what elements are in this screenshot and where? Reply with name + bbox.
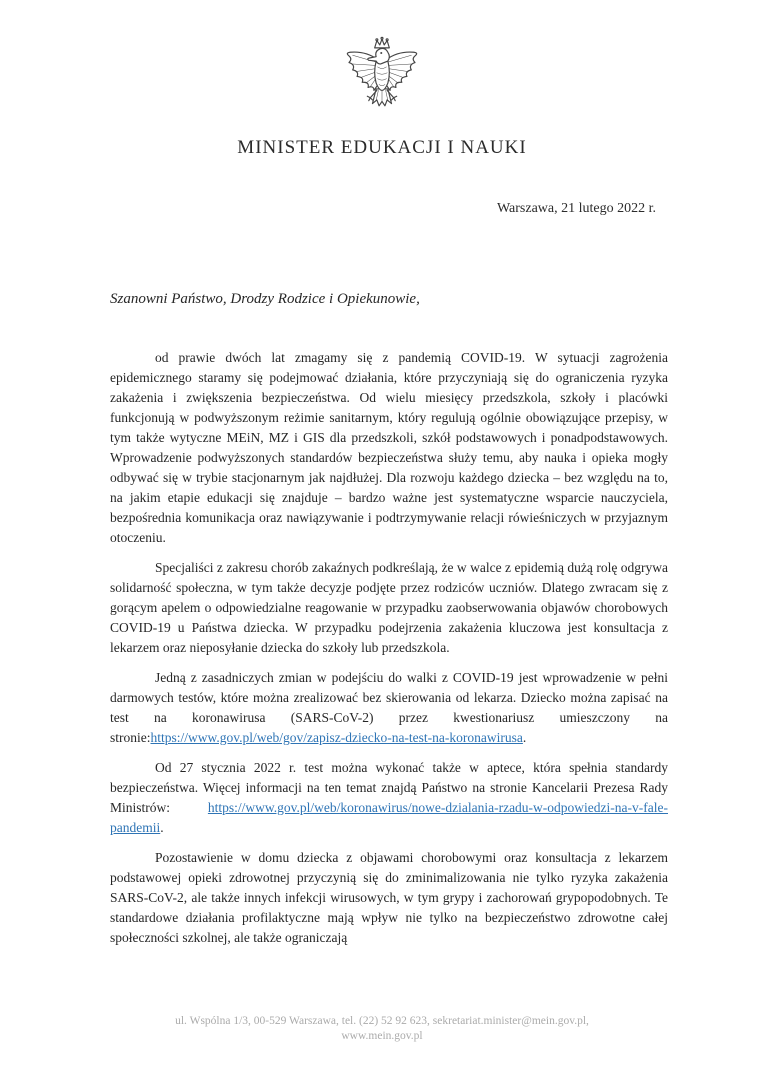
body-paragraph-4 xyxy=(110,758,668,838)
paragraph-4-period: . xyxy=(160,820,164,835)
polish-eagle-emblem xyxy=(338,34,426,116)
salutation: Szanowni Państwo, Drodzy Rodzice i Opiekunowie, xyxy=(110,291,420,307)
dateline: Warszawa, 21 lutego 2022 r. xyxy=(496,201,656,216)
eagle-icon xyxy=(338,34,426,116)
letter-body xyxy=(110,291,668,958)
footer-website: www.mein.gov.pl xyxy=(341,1030,423,1042)
body-paragraph-2: Specjaliści z zakresu chorób zakaźnych podkreślają, że w walce z epidemią dużą rolę odgrywa solidarność społeczna, w tym także decyzje podjęte przez rodziców uczniów. Dlatego zwracam się z gorącym apelem o odpowiedzialne reagowanie w przypadku zaobserwowania objawów chorobowych COVID-19 u Państwa dziecka. W przypadku podejrzenia zakażenia kluczowa jest konsultacja z lekarzem oraz nieposyłanie dziecka do szkoły lub przedszkola. xyxy=(110,560,668,655)
body-paragraph-5: Pozostawienie w domu dziecka z objawami chorobowymi oraz konsultacja z lekarzem podstawowej opieki zdrowotnej przyczynią się do zminimalizowania nie tylko ryzyka zakażenia SARS-CoV-2, ale także innych infekcji wirusowych, w tym grypy i zachorowań grypopodobnych. Te standardowe działania profilaktyczne mają wpływ nie tylko na bezpieczeństwo zdrowotne całej społeczności szkolnej, ale także ograniczają xyxy=(110,850,668,945)
paragraph-3-period: . xyxy=(522,730,527,745)
body-paragraph-3 xyxy=(110,668,668,748)
letter-footer xyxy=(0,1014,764,1044)
paragraph-4-text: Od 27 stycznia 2022 r. test można wykonać także w aptece, która spełnia standardy bezpieczeństwa. Więcej informacji na ten temat znajdą Państwo na stronie Kancelarii Prezesa Rady Ministrów: xyxy=(110,760,668,815)
minister-title: MINISTER EDUKACJI I NAUKI xyxy=(237,137,527,158)
koronawirus-info-link[interactable]: https://www.gov.pl/web/koronawirus/nowe-dzialania-rzadu-w-odpowiedzi-na-v-fale-pandemii xyxy=(110,800,668,835)
paragraph-3-text: Jedną z zasadniczych zmian w podejściu do walki z COVID-19 jest wprowadzenie w pełni darmowych testów, które można zrealizować bez skierowania od lekarza. Dziecko można zapisać na test na koronawirusa (SARS-CoV-2) przez kwestionariusz umieszczony na stronie: xyxy=(110,670,668,745)
footer-address: ul. Wspólna 1/3, 00-529 Warszawa, tel. (22) 52 92 623, sekretariat.minister@mein.gov.pl, xyxy=(175,1015,589,1027)
body-paragraph-1: od prawie dwóch lat zmagamy się z pandemią COVID-19. W sytuacji zagrożenia epidemicznego staramy się podejmować działania, które przyczyniają się do ograniczenia ryzyka zakażenia i zwiększenia bezpieczeństwa. Od wielu miesięcy przedszkola, szkoły i placówki funkcjonują w podwyższonym reżimie sanitarnym, który regulują ogólnie obowiązujące przepisy, w tym także wytyczne MEiN, MZ i GIS dla przedszkoli, szkół podstawowych i ponadpodstawowych. Wprowadzenie podwyższonych standardów bezpieczeństwa służy temu, aby nauka i opieka mogły odbywać się w trybie stacjonarnym jak najdłużej. Dla rozwoju każdego dziecka – bez względu na to, na jakim etapie edukacji się znajduje – bardzo ważne jest systematyczne wsparcie nauczyciela, bezpośrednia komunikacja oraz nawiązywanie i podtrzymywanie relacji rówieśniczych w przyjaznym otoczeniu. xyxy=(110,350,668,545)
test-signup-link[interactable]: https://www.gov.pl/web/gov/zapisz-dziecko-na-test-na-koronawirusa xyxy=(150,730,523,745)
